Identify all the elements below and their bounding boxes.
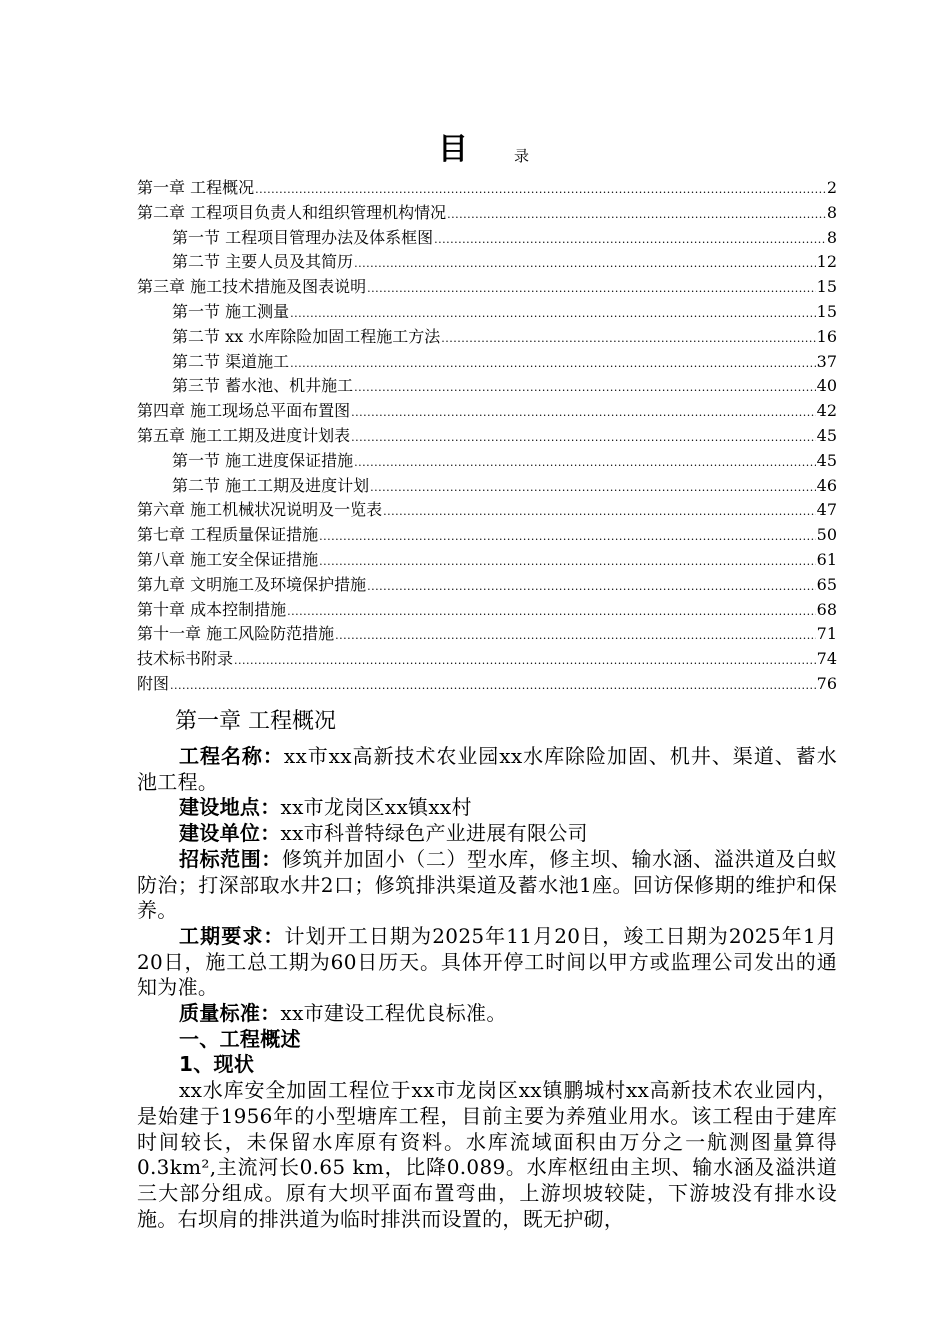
location-label: 建设地点： [179, 795, 281, 820]
toc-dot-leader [367, 575, 816, 599]
toc-entry-page: 2 [826, 178, 837, 197]
toc-entry-title: 第二节 主要人员及其简历 [172, 252, 354, 272]
toc-dot-leader [367, 277, 816, 301]
quality-paragraph [137, 1001, 837, 1027]
toc-entry-page: 71 [816, 624, 837, 644]
chapter-heading: 第一章 工程概况 [175, 709, 336, 734]
toc-entry-page: 65 [816, 574, 837, 594]
toc-entry-page: 45 [816, 450, 837, 470]
toc-entry-page: 8 [826, 202, 837, 222]
toc-dot-leader [447, 203, 826, 227]
project-name-value: xx市xx高新技术农业园xx水库除险加固、机井、渠道、蓄水池工程。 [137, 744, 837, 794]
toc-entry-title: 第十章 成本控制措施 [137, 599, 287, 619]
toc-dot-leader [354, 376, 816, 400]
toc-entry[interactable] [137, 399, 837, 424]
toc-entry[interactable] [137, 226, 837, 251]
toc-entry-page: 16 [816, 326, 837, 346]
toc-entry-title: 附图 [137, 673, 170, 693]
toc-entry-title: 第三章 施工技术措施及图表说明 [137, 277, 367, 297]
toc-dot-leader [335, 624, 816, 648]
toc-entry-page: 46 [816, 475, 837, 495]
toc-entry-title: 第三节 蓄水池、机井施工 [172, 376, 354, 396]
toc-entry[interactable] [137, 325, 837, 350]
toc-dot-leader [290, 352, 816, 376]
location-paragraph [137, 795, 837, 821]
toc-dot-leader [383, 500, 816, 524]
project-name-paragraph [137, 744, 837, 795]
toc-dot-leader [351, 426, 816, 450]
toc-entry-title: 第九章 文明施工及环境保护措施 [137, 574, 367, 594]
toc-entry-title: 技术标书附录 [137, 649, 234, 669]
toc-entry-page: 50 [816, 525, 837, 545]
scope-paragraph [137, 847, 837, 924]
toc-entry[interactable] [137, 176, 837, 201]
toc-dot-leader [354, 252, 816, 276]
toc-entry-page: 76 [816, 673, 837, 693]
table-of-contents [137, 176, 837, 697]
toc-dot-leader [434, 228, 826, 252]
toc-entry[interactable] [137, 201, 837, 226]
scope-label: 招标范围： [179, 846, 282, 871]
schedule-label: 工期要求： [179, 923, 285, 948]
toc-entry[interactable] [137, 523, 837, 548]
toc-entry[interactable] [137, 548, 837, 573]
toc-entry[interactable] [137, 350, 837, 375]
toc-entry-page: 15 [816, 277, 837, 297]
toc-dot-leader [319, 550, 816, 574]
toc-dot-leader [290, 302, 816, 326]
toc-entry-page: 8 [826, 227, 837, 247]
toc-entry[interactable] [137, 424, 837, 449]
toc-entry-title: 第四章 施工现场总平面布置图 [137, 401, 351, 421]
location-value: xx市龙岗区xx镇xx村 [280, 795, 472, 820]
toc-dot-leader [170, 674, 816, 698]
toc-entry[interactable] [137, 300, 837, 325]
toc-title-main: 目 [438, 132, 468, 167]
toc-dot-leader [370, 476, 816, 500]
toc-entry-title: 第八章 施工安全保证措施 [137, 549, 319, 569]
toc-dot-leader [234, 649, 816, 673]
project-name-label: 工程名称： [179, 744, 284, 768]
toc-entry-page: 47 [816, 500, 837, 520]
toc-entry-page: 37 [816, 351, 837, 371]
toc-entry-title: 第二章 工程项目负责人和组织管理机构情况 [137, 202, 447, 222]
subsection-heading: 1、现状 [179, 1052, 255, 1077]
toc-dot-leader [354, 451, 816, 475]
section-heading: 一、工程概述 [179, 1026, 301, 1051]
owner-label: 建设单位： [179, 821, 281, 846]
toc-entry[interactable] [137, 374, 837, 399]
toc-entry-page: 40 [816, 376, 837, 396]
toc-entry-title: 第二节 渠道施工 [172, 351, 290, 371]
toc-entry[interactable] [137, 474, 837, 499]
toc-dot-leader [351, 401, 816, 425]
toc-entry[interactable] [137, 573, 837, 598]
toc-entry-title: 第二节 施工工期及进度计划 [172, 475, 370, 495]
toc-entry-page: 68 [816, 599, 837, 619]
chapter-body [137, 744, 837, 1232]
toc-entry[interactable] [137, 622, 837, 647]
scope-value: 修筑并加固小（二）型水库，修主坝、输水涵、溢洪道及白蚁防治；打深部取水井2口；修筑排洪渠道及蓄水池1座。回访保修期的维护和保养。 [137, 846, 837, 923]
toc-entry-page: 45 [816, 425, 837, 445]
schedule-value: 计划开工日期为2025年11月20日，竣工日期为2025年1月20日，施工总工期为60日历天。具体开停工时间以甲方或监理公司发出的通知为准。 [137, 923, 837, 1000]
toc-entry-page: 42 [816, 401, 837, 421]
toc-entry-title: 第二节 xx 水库除险加固工程施工方法 [172, 326, 441, 346]
toc-entry[interactable] [137, 647, 837, 672]
toc-title-secondary: 录 [514, 147, 530, 165]
toc-entry[interactable] [137, 275, 837, 300]
status-paragraph: xx水库安全加固工程位于xx市龙岗区xx镇鹏城村xx高新技术农业园内，是始建于1956年的小型塘库工程，目前主要为养殖业用水。该工程由于建库时间较长，未保留水库原有资料。水库流域面积由万分之一航测图量算得0.3km²,主流河长0.65 km，比降0.089。水库枢纽由主坝、输水涵及溢洪道三大部分组成。原有大坝平面布置弯曲，上游坝坡较陡，下游坡没有排水设施。右坝肩的排洪道为临时排洪而设置的，既无护砌， [137, 1078, 837, 1231]
toc-entry-page: 12 [816, 252, 837, 272]
toc-entry-title: 第十一章 施工风险防范措施 [137, 624, 335, 644]
toc-title [0, 132, 950, 172]
toc-entry[interactable] [137, 250, 837, 275]
toc-entry[interactable] [137, 449, 837, 474]
toc-entry-page: 74 [816, 649, 837, 669]
toc-dot-leader [319, 525, 816, 549]
toc-entry-title: 第七章 工程质量保证措施 [137, 525, 319, 545]
toc-dot-leader [287, 600, 816, 624]
toc-entry[interactable] [137, 672, 837, 697]
toc-dot-leader [255, 178, 826, 202]
toc-entry-page: 61 [816, 549, 837, 569]
owner-value: xx市科普特绿色产业进展有限公司 [280, 821, 588, 846]
toc-entry-title: 第一节 施工进度保证措施 [172, 450, 354, 470]
toc-entry-title: 第一节 工程项目管理办法及体系框图 [172, 227, 434, 247]
owner-paragraph [137, 821, 837, 847]
toc-entry-title: 第五章 施工工期及进度计划表 [137, 425, 351, 445]
toc-dot-leader [441, 327, 815, 351]
toc-entry[interactable] [137, 598, 837, 623]
quality-value: xx市建设工程优良标准。 [280, 1001, 507, 1026]
toc-entry-title: 第一章 工程概况 [137, 178, 255, 197]
schedule-paragraph [137, 924, 837, 1001]
toc-entry-title: 第六章 施工机械状况说明及一览表 [137, 500, 383, 520]
toc-entry-page: 15 [816, 301, 837, 321]
toc-entry[interactable] [137, 498, 837, 523]
toc-entry-title: 第一节 施工测量 [172, 301, 290, 321]
quality-label: 质量标准： [179, 1001, 281, 1026]
